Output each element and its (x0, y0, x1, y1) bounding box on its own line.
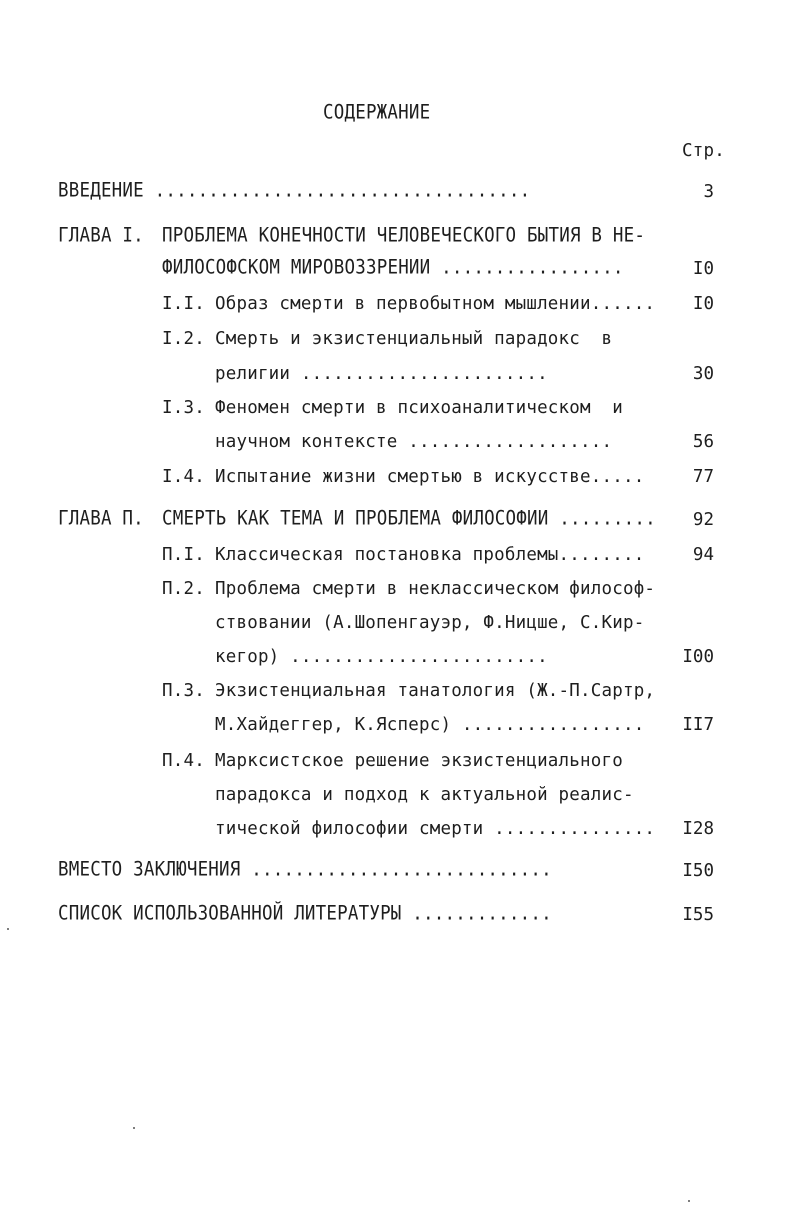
chapter-label: ГЛАВА П. (58, 507, 144, 530)
scan-speck (133, 1127, 135, 1129)
section-title-line: кегор) ........................ (215, 647, 548, 667)
section-title-line: Экзистенциальная танатология (Ж.-П.Сартр, (215, 681, 656, 701)
page-number: I28 (682, 819, 714, 839)
section-title-line: М.Хайдеггер, К.Ясперс) ................. (215, 715, 645, 735)
page-number: 77 (692, 467, 714, 487)
section-title-line: парадокса и подход к актуальной реалис- (215, 785, 634, 805)
scan-speck (7, 928, 9, 930)
page-number: II7 (682, 715, 714, 735)
section-title-line: ствовании (А.Шопенгауэр, Ф.Ницше, С.Кир- (215, 613, 645, 633)
page-column-header: Стр. (682, 141, 725, 161)
section-title-line: научном контексте ................... (215, 432, 613, 452)
chapter-title-line: ПРОБЛЕМА КОНЕЧНОСТИ ЧЕЛОВЕЧЕСКОГО БЫТИЯ В НЕ- (162, 224, 646, 247)
section-label: I.2. (162, 329, 205, 349)
section-title-line: Проблема смерти в неклассическом философ- (215, 579, 656, 599)
section-label: I.I. (162, 294, 205, 314)
section-title-line: Образ смерти в первобытном мышлении...... (215, 294, 656, 314)
chapter-label: ГЛАВА I. (58, 224, 144, 247)
page-number: 30 (692, 364, 714, 384)
page-number: 56 (692, 432, 714, 452)
section-title-line: религии ....................... (215, 364, 548, 384)
section-title-line: Марксистское решение экзистенциального (215, 751, 623, 771)
toc-title: СОДЕРЖАНИЕ (323, 101, 431, 124)
section-title-line: тической философии смерти ............... (215, 819, 656, 839)
toc-entry-introduction: ВВЕДЕНИЕ ................................... (58, 179, 531, 202)
page-number: I0 (692, 259, 714, 279)
section-label: П.2. (162, 579, 205, 599)
page-number-introduction: 3 (703, 182, 714, 202)
section-title-line: Смерть и экзистенциальный парадокс в (215, 329, 613, 349)
section-label: П.I. (162, 545, 205, 565)
page-number: 94 (692, 545, 714, 565)
page-number-conclusion: I50 (682, 861, 714, 881)
section-label: I.3. (162, 398, 205, 418)
section-label: П.3. (162, 681, 205, 701)
page-number: I00 (682, 647, 714, 667)
chapter-title-line: ФИЛОСОФСКОМ МИРОВОЗЗРЕНИИ ................. (162, 256, 624, 279)
page-number: 92 (692, 510, 714, 530)
page-number-bibliography: I55 (682, 905, 714, 925)
section-title-line: Феномен смерти в психоаналитическом и (215, 398, 623, 418)
toc-entry-bibliography: СПИСОК ИСПОЛЬЗОВАННОЙ ЛИТЕРАТУРЫ ............. (58, 902, 552, 925)
page-number: I0 (692, 294, 714, 314)
toc-entry-conclusion: ВМЕСТО ЗАКЛЮЧЕНИЯ ............................ (58, 858, 552, 881)
section-label: I.4. (162, 467, 205, 487)
section-label: П.4. (162, 751, 205, 771)
scan-speck (688, 1200, 690, 1202)
section-title-line: Классическая постановка проблемы........ (215, 545, 645, 565)
section-title-line: Испытание жизни смертью в искусстве..... (215, 467, 645, 487)
chapter-title-line: СМЕРТЬ КАК ТЕМА И ПРОБЛЕМА ФИЛОСОФИИ ......... (162, 507, 656, 530)
